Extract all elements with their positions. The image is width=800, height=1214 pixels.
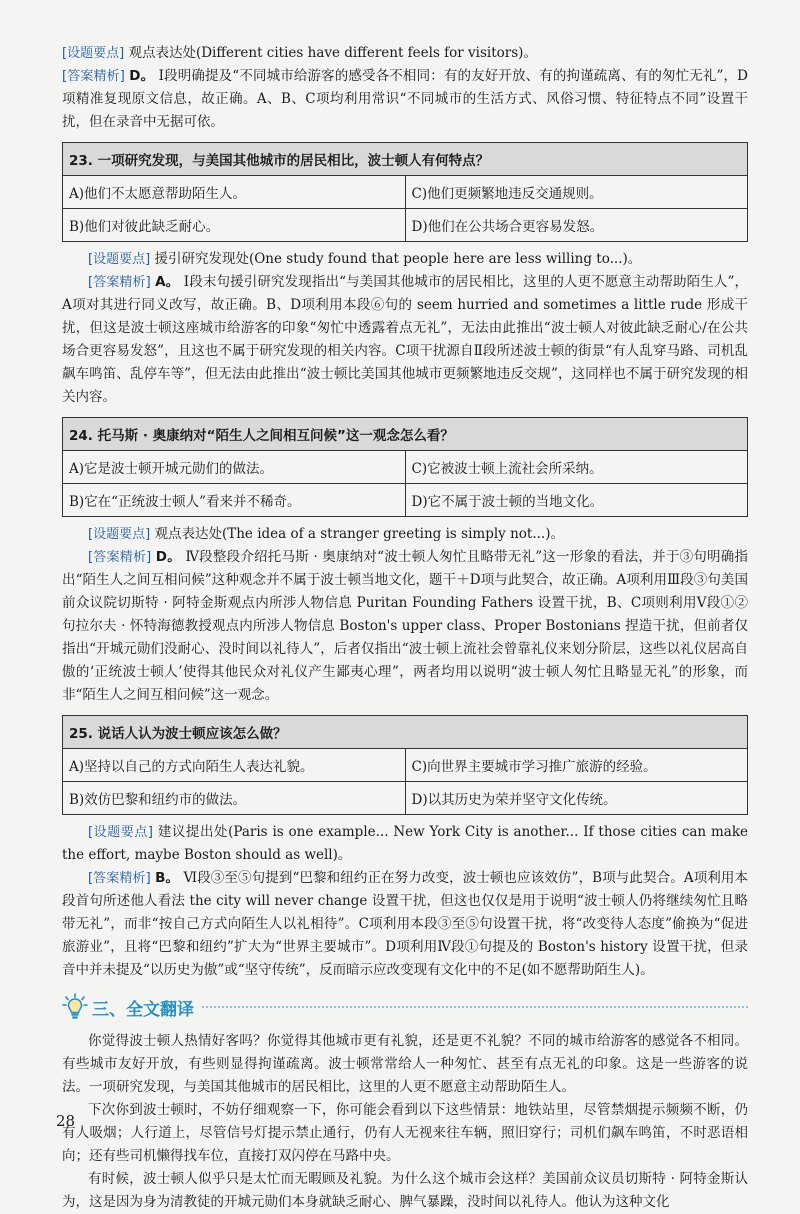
- option-a: A)它是波士顿开城元勋们的做法。: [63, 451, 406, 484]
- point-text: 援引研究发现处(One study found that people here are less willing to...)。: [154, 251, 642, 267]
- q25-point: [62, 821, 748, 867]
- option-a: A)坚持以自己的方式向陌生人表达礼貌。: [63, 749, 406, 782]
- option-b: B)效仿巴黎和纽约市的做法。: [63, 782, 406, 815]
- analysis-tag: [答案精析]: [88, 275, 151, 290]
- analysis-tag: [答案精析]: [88, 871, 151, 886]
- answer-letter: A。: [155, 274, 180, 290]
- q23-analysis: [62, 271, 748, 409]
- section-title: 三、全文翻译: [92, 999, 194, 1020]
- answer-letter: D。: [129, 68, 155, 84]
- lightbulb-icon: [62, 993, 88, 1021]
- question-stem: 25. 说话人认为波士顿应该怎么做？: [63, 716, 748, 749]
- translation-paragraph-2: 下次你到波士顿时，不妨仔细观察一下，你可能会看到以下这些情景：地铁站里，尽管禁烟提示频频不断，仍有人吸烟；人行道上，尽管信号灯提示禁止通行，仍有人无视来往车辆，照旧穿行；司机们飙车鸣笛，不时恶语相向；还有些司机懒得找车位，直接打双闪停在马路中央。: [62, 1102, 748, 1164]
- option-d: D)它不属于波士顿的当地文化。: [405, 484, 748, 517]
- option-d: D)他们在公共场合更容易发怒。: [405, 209, 748, 242]
- option-c: C)它被波士顿上流社会所采纳。: [405, 451, 748, 484]
- point-text: 观点表达处(The idea of a stranger greeting is simply not...)。: [154, 526, 564, 542]
- section-heading: [62, 992, 748, 1022]
- q22-point: [62, 42, 748, 65]
- translation-paragraph-1: 你觉得波士顿人热情好客吗？你觉得其他城市更有礼貌，还是更不礼貌？不同的城市给游客的感觉各不相同。有些城市友好开放，有些则显得拘谨疏离。波士顿常常给人一种匆忙、甚至有点无礼的印象。这是一些游客的说法。一项研究发现，与美国其他城市的居民相比，这里的人更不愿意主动帮助陌生人。: [62, 1033, 748, 1095]
- option-a: A)他们不太愿意帮助陌生人。: [63, 176, 406, 209]
- q22-analysis: [62, 65, 748, 134]
- question-table-24: [62, 417, 748, 517]
- q23-point: [62, 248, 748, 271]
- question-stem: 23. 一项研究发现，与美国其他城市的居民相比，波士顿人有何特点？: [63, 143, 748, 176]
- analysis-text: Ⅵ段③至⑤句提到“巴黎和纽约正在努力改变，波士顿也应该效仿”，B项与此契合。A项利用本段首句所述他人看法 the city will never change 设置干扰，但这也仅仅是用于说明“波士顿人仍将继续匆忙且略带无礼”，而非“按自己方式向陌生人以礼相待”。C项利用本段③至⑤句设置干扰，将“改变待人态度”偷换为“促进旅游业”，且将“巴黎和纽约”扩大为“世界主要城市”。D项利用Ⅳ段①句提及的 Boston's history 设置干扰，但录音中并未提及“以历史为傲”或“坚守传统”，反而暗示应改变现有文化中的不足(如不愿帮助陌生人)。: [62, 870, 749, 978]
- point-tag: [设题要点]: [88, 252, 151, 267]
- analysis-tag: [答案精析]: [88, 550, 152, 565]
- option-d: D)以其历史为荣并坚守文化传统。: [405, 782, 748, 815]
- point-tag: [设题要点]: [88, 825, 153, 840]
- question-table-25: [62, 715, 748, 815]
- option-b: B)它在“正统波士顿人”看来并不稀奇。: [63, 484, 406, 517]
- answer-letter: D。: [155, 549, 181, 565]
- translation-paragraph-3: 有时候，波士顿人似乎只是太忙而无暇顾及礼貌。为什么这个城市会这样？美国前众议员切斯特 · 阿特金斯认为，这是因为身为清教徒的开城元勋们本身就缺乏耐心、脾气暴躁，没时间以礼待人。他认为这种文化: [62, 1171, 748, 1210]
- option-b: B)他们对彼此缺乏耐心。: [63, 209, 406, 242]
- analysis-text: Ⅳ段整段介绍托马斯 · 奥康纳对“波士顿人匆忙且略带无礼”这一形象的看法，并于③句明确指出“陌生人之间互相问候”这种观念并不属于波士顿当地文化，题干＋D项与此契合，故正确。A项利用Ⅲ段③句美国前众议院切斯特 · 阿特金斯观点内所涉人物信息 Puritan Founding Fathers 设置干扰，B、C项则利用Ⅴ段①②句拉尔夫 · 怀特海德教授观点内所涉人物信息 Boston's upper class、Proper Bostonians 捏造干扰，但前者仅指出“开城元勋们没耐心、没时间以礼待人”，后者仅指出“波士顿上流社会曾靠礼仪来划分阶层，这些以礼仪居高自傲的‘正统波士顿人’使得其他民众对礼仪产生鄙夷心理”，两者均用以说明“波士顿人匆忙且略显无礼”的形象，而非“陌生人之间互相问候”这一观念。: [62, 549, 748, 703]
- point-tag: [设题要点]: [62, 46, 125, 61]
- page-content: [62, 42, 748, 1214]
- point-text: 建议提出处(Paris is one example... New York City is another... If those cities can make the effort, maybe Boston should as well)。: [62, 824, 748, 863]
- answer-letter: B。: [155, 870, 180, 886]
- q25-analysis: [62, 867, 748, 982]
- section-divider: [202, 1006, 748, 1008]
- q24-analysis: [62, 546, 748, 707]
- question-table-23: [62, 142, 748, 242]
- analysis-text: Ⅰ段末句援引研究发现指出“与美国其他城市的居民相比，这里的人更不愿意主动帮助陌生人”，A项对其进行同义改写，故正确。B、D项利用本段⑥句的 seem hurried and sometimes a little rude 形成干扰，但这是波士顿这座城市给游客的印象“匆忙中透露着点无礼”，无法由此推出“波士顿人对彼此缺乏耐心/在公共场合更容易发怒”，且这也不属于研究发现的相关内容。C项干扰源自Ⅱ段所述波士顿的街景“有人乱穿马路、司机乱飙车鸣笛、乱停车等”，但无法由此推出“波士顿比美国其他城市更频繁地违反交规”，这同样也不属于研究发现的相关内容。: [62, 274, 749, 405]
- page-number: 28: [56, 1112, 76, 1130]
- q24-point: [62, 523, 748, 546]
- option-c: C)向世界主要城市学习推广旅游的经验。: [405, 749, 748, 782]
- analysis-tag: [答案精析]: [62, 69, 125, 84]
- option-c: C)他们更频繁地违反交通规则。: [405, 176, 748, 209]
- point-tag: [设题要点]: [88, 527, 151, 542]
- point-text: 观点表达处(Different cities have different feels for visitors)。: [128, 45, 537, 61]
- analysis-text: Ⅰ段明确提及“不同城市给游客的感受各不相同：有的友好开放、有的拘谨疏离、有的匆忙无礼”，D项精准复现原文信息，故正确。A、B、C项均利用常识“不同城市的生活方式、风俗习惯、特征特点不同”设置干扰，但在录音中无据可依。: [62, 68, 748, 130]
- question-stem: 24. 托马斯 · 奥康纳对“陌生人之间相互问候”这一观念怎么看？: [63, 418, 748, 451]
